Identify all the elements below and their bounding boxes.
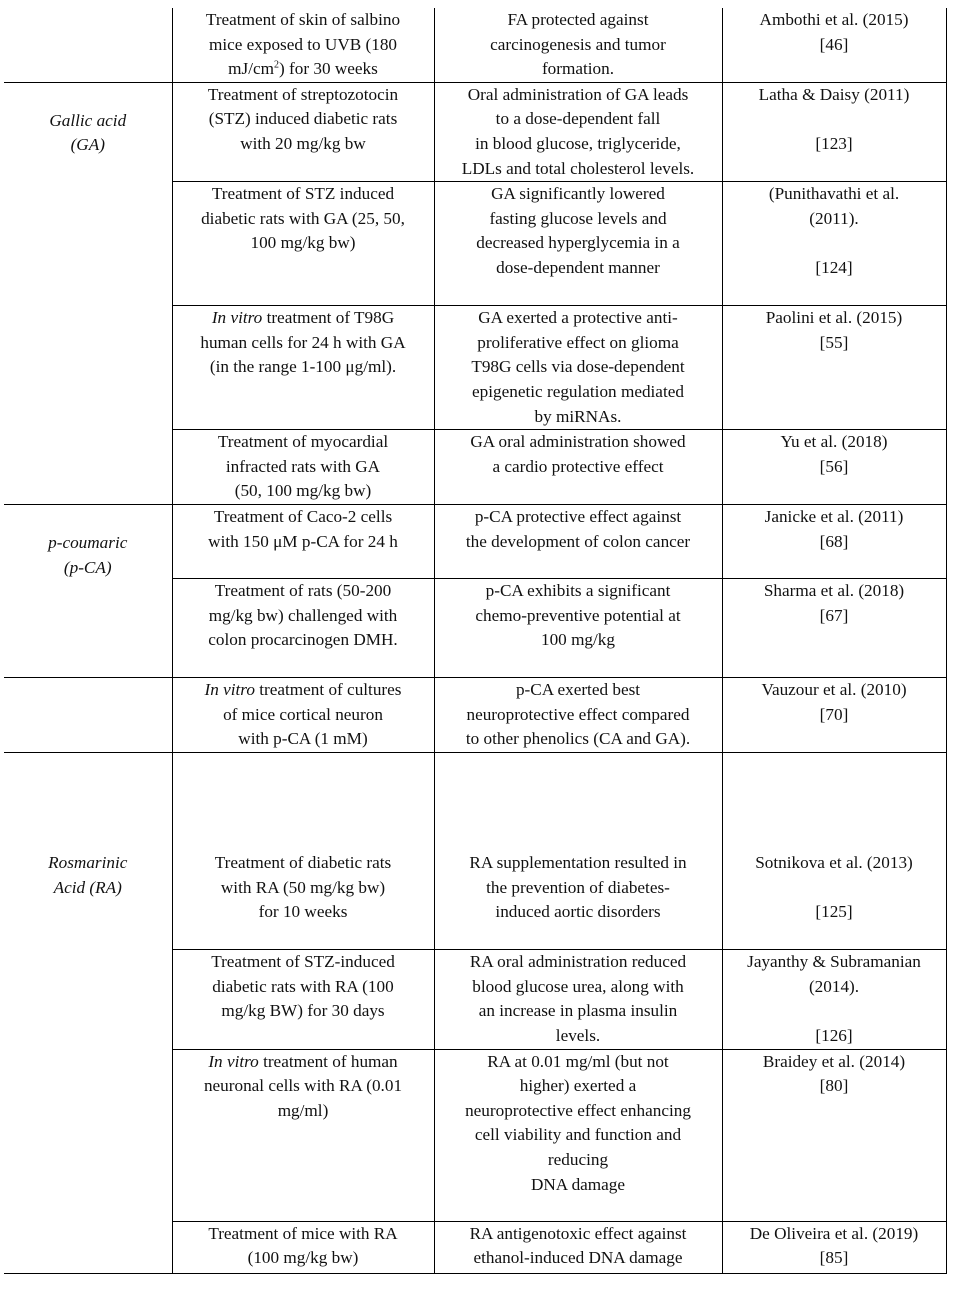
reference-cell: Janicke et al. (2011) [68] [722,505,946,579]
effect-cell: RA oral administration reduced blood glucose urea, along with an increase in plasma insulin levels. [434,950,722,1049]
reference-cell: Sharma et al. (2018) [67] [722,579,946,678]
treatment-cell: Treatment of streptozotocin (STZ) induced diabetic rats with 20 mg/kg bw [172,82,434,181]
phenolic-effects-table [4,8,947,1274]
treatment-cell: Treatment of skin of salbino mice exposed to UVB (180 $mJ/cm^2$) for 30 weeks [172,8,434,82]
reference-cell: Ambothi et al. (2015) [46] [722,8,946,82]
treatment-cell: Treatment of STZ induced diabetic rats with GA (25, 50, 100 mg/kg bw) [172,182,434,306]
reference-cell: Braidey et al. (2014) [80] [722,1049,946,1221]
compound-cell-gallic-acid: Gallic acid (GA) [4,82,172,504]
treatment-cell: Treatment of diabetic rats with RA (50 mg/kg bw) for 10 weeks [172,753,434,950]
treatment-cell: In vitro treatment of cultures of mice cortical neuron with p-CA (1 mM) [172,678,434,753]
reference-cell: De Oliveira et al. (2019) [85] [722,1221,946,1273]
reference-cell: Jayanthy & Subramanian (2014). [126] [722,950,946,1049]
table-row [4,505,946,579]
reference-cell: Yu et al. (2018) [56] [722,430,946,505]
table-row [4,753,946,950]
treatment-cell: In vitro treatment of human neuronal cells with RA (0.01 mg/ml) [172,1049,434,1221]
treatment-cell: Treatment of rats (50-200 mg/kg bw) challenged with colon procarcinogen DMH. [172,579,434,678]
reference-cell: Latha & Daisy (2011) [123] [722,82,946,181]
compound-cell-empty [4,678,172,753]
reference-cell: (Punithavathi et al. (2011). [124] [722,182,946,306]
reference-cell: Vauzour et al. (2010) [70] [722,678,946,753]
treatment-cell: In vitro treatment of T98G human cells for 24 h with GA (in the range 1-100 μg/ml). [172,306,434,430]
reference-cell: Sotnikova et al. (2013) [125] [722,753,946,950]
table-row [4,678,946,753]
effect-cell: p-CA exerted best neuroprotective effect compared to other phenolics (CA and GA). [434,678,722,753]
effect-cell: p-CA exhibits a significant chemo-preventive potential at 100 mg/kg [434,579,722,678]
treatment-cell: Treatment of STZ-induced diabetic rats with RA (100 mg/kg BW) for 30 days [172,950,434,1049]
effect-cell: p-CA protective effect against the development of colon cancer [434,505,722,579]
treatment-cell: Treatment of mice with RA (100 mg/kg bw) [172,1221,434,1273]
effect-cell: GA exerted a protective anti- proliferative effect on glioma T98G cells via dose-dependent epigenetic regulation mediated by miRNAs. [434,306,722,430]
effect-cell: RA antigenotoxic effect against ethanol-induced DNA damage [434,1221,722,1273]
compound-cell-p-coumaric: p-coumaric (p-CA) [4,505,172,678]
reference-cell: Paolini et al. (2015) [55] [722,306,946,430]
effect-cell: GA significantly lowered fasting glucose levels and decreased hyperglycemia in a dose-dependent manner [434,182,722,306]
effect-cell: RA at 0.01 mg/ml (but not higher) exerted a neuroprotective effect enhancing cell viability and function and reducing DNA damage [434,1049,722,1221]
table-row [4,82,946,181]
effect-cell: GA oral administration showed a cardio protective effect [434,430,722,505]
compound-cell-empty [4,8,172,82]
effect-cell: RA supplementation resulted in the prevention of diabetes- induced aortic disorders [434,753,722,950]
effect-cell: FA protected against carcinogenesis and tumor formation. [434,8,722,82]
effect-cell: Oral administration of GA leads to a dose-dependent fall in blood glucose, triglyceride, LDLs and total cholesterol levels. [434,82,722,181]
compound-cell-rosmarinic-acid: Rosmarinic Acid (RA) [4,753,172,1273]
treatment-cell: Treatment of Caco-2 cells with 150 μM p-CA for 24 h [172,505,434,579]
treatment-cell: Treatment of myocardial infracted rats with GA (50, 100 mg/kg bw) [172,430,434,505]
table-row [4,8,946,82]
